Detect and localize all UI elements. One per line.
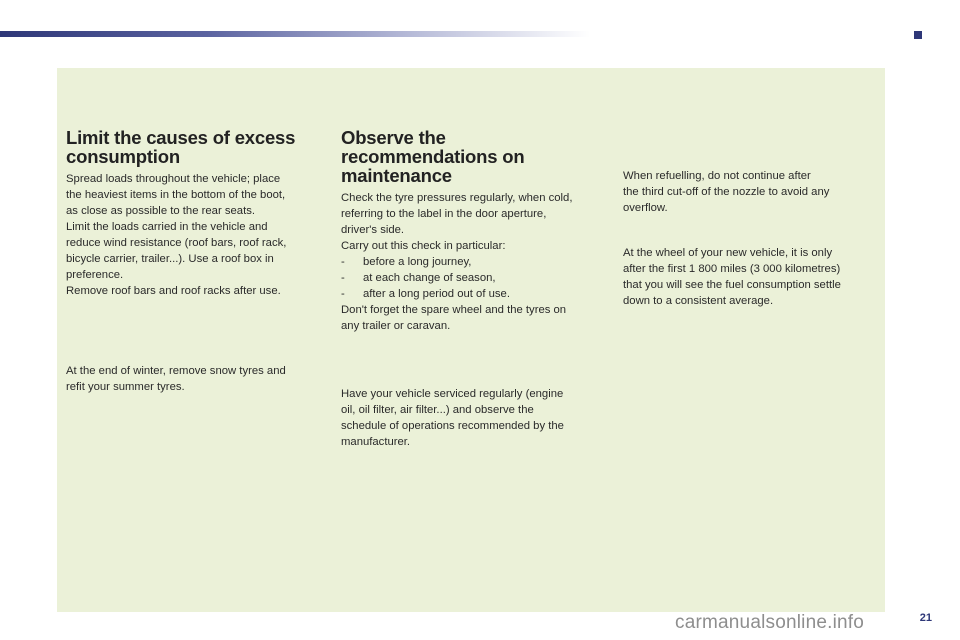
snow-tyres-paragraph: At the end of winter, remove snow tyres and refit your summer tyres. bbox=[66, 365, 286, 393]
header-gradient-bar bbox=[0, 31, 590, 37]
corner-square-marker bbox=[914, 31, 922, 39]
bullet-item: - at each change of season, bbox=[341, 272, 496, 284]
column-refuelling bbox=[623, 168, 873, 216]
servicing-block bbox=[341, 386, 605, 450]
snow-tyres-block bbox=[66, 363, 322, 395]
running-in-paragraph: At the wheel of your new vehicle, it is only after the first 1 800 miles (3 000 kilometres) that you will see the fuel consumption settle down to a consistent average. bbox=[623, 247, 841, 307]
bullet-item: - before a long journey, bbox=[341, 256, 472, 268]
section-heading-excess-consumption: Limit the causes of excess consumption bbox=[66, 127, 296, 167]
column-maintenance bbox=[341, 128, 605, 334]
refuelling-paragraph: When refuelling, do not continue after the third cut-off of the nozzle to avoid any overflow. bbox=[623, 170, 830, 214]
spare-wheel-paragraph: Don't forget the spare wheel and the tyres on any trailer or caravan. bbox=[341, 304, 567, 332]
section-heading-maintenance: Observe the recommendations on maintenance bbox=[341, 127, 525, 186]
bullet-item: - after a long period out of use. bbox=[341, 288, 510, 300]
watermark-text: carmanualsonline.info bbox=[675, 612, 865, 633]
running-in-block bbox=[623, 245, 873, 309]
tyre-pressure-paragraph: Check the tyre pressures regularly, when cold, referring to the label in the door aperture, driver's side. Carry out this check in particular: bbox=[341, 192, 573, 252]
servicing-paragraph: Have your vehicle serviced regularly (engine oil, oil filter, air filter...) and observe the schedule of operations recommended by the manufacturer. bbox=[341, 388, 564, 448]
loads-paragraph: Spread loads throughout the vehicle; place the heaviest items in the bottom of the boot, as close as possible to the rear seats. Limit the loads carried in the vehicle and reduce wind resistance (roof bars, roof rack, bicycle carrier, trailer...). Use a roof box in preference. Remove roof bars and roof racks after use. bbox=[66, 173, 287, 297]
page-number: 21 bbox=[919, 612, 932, 624]
column-fuel-loads bbox=[66, 128, 322, 299]
